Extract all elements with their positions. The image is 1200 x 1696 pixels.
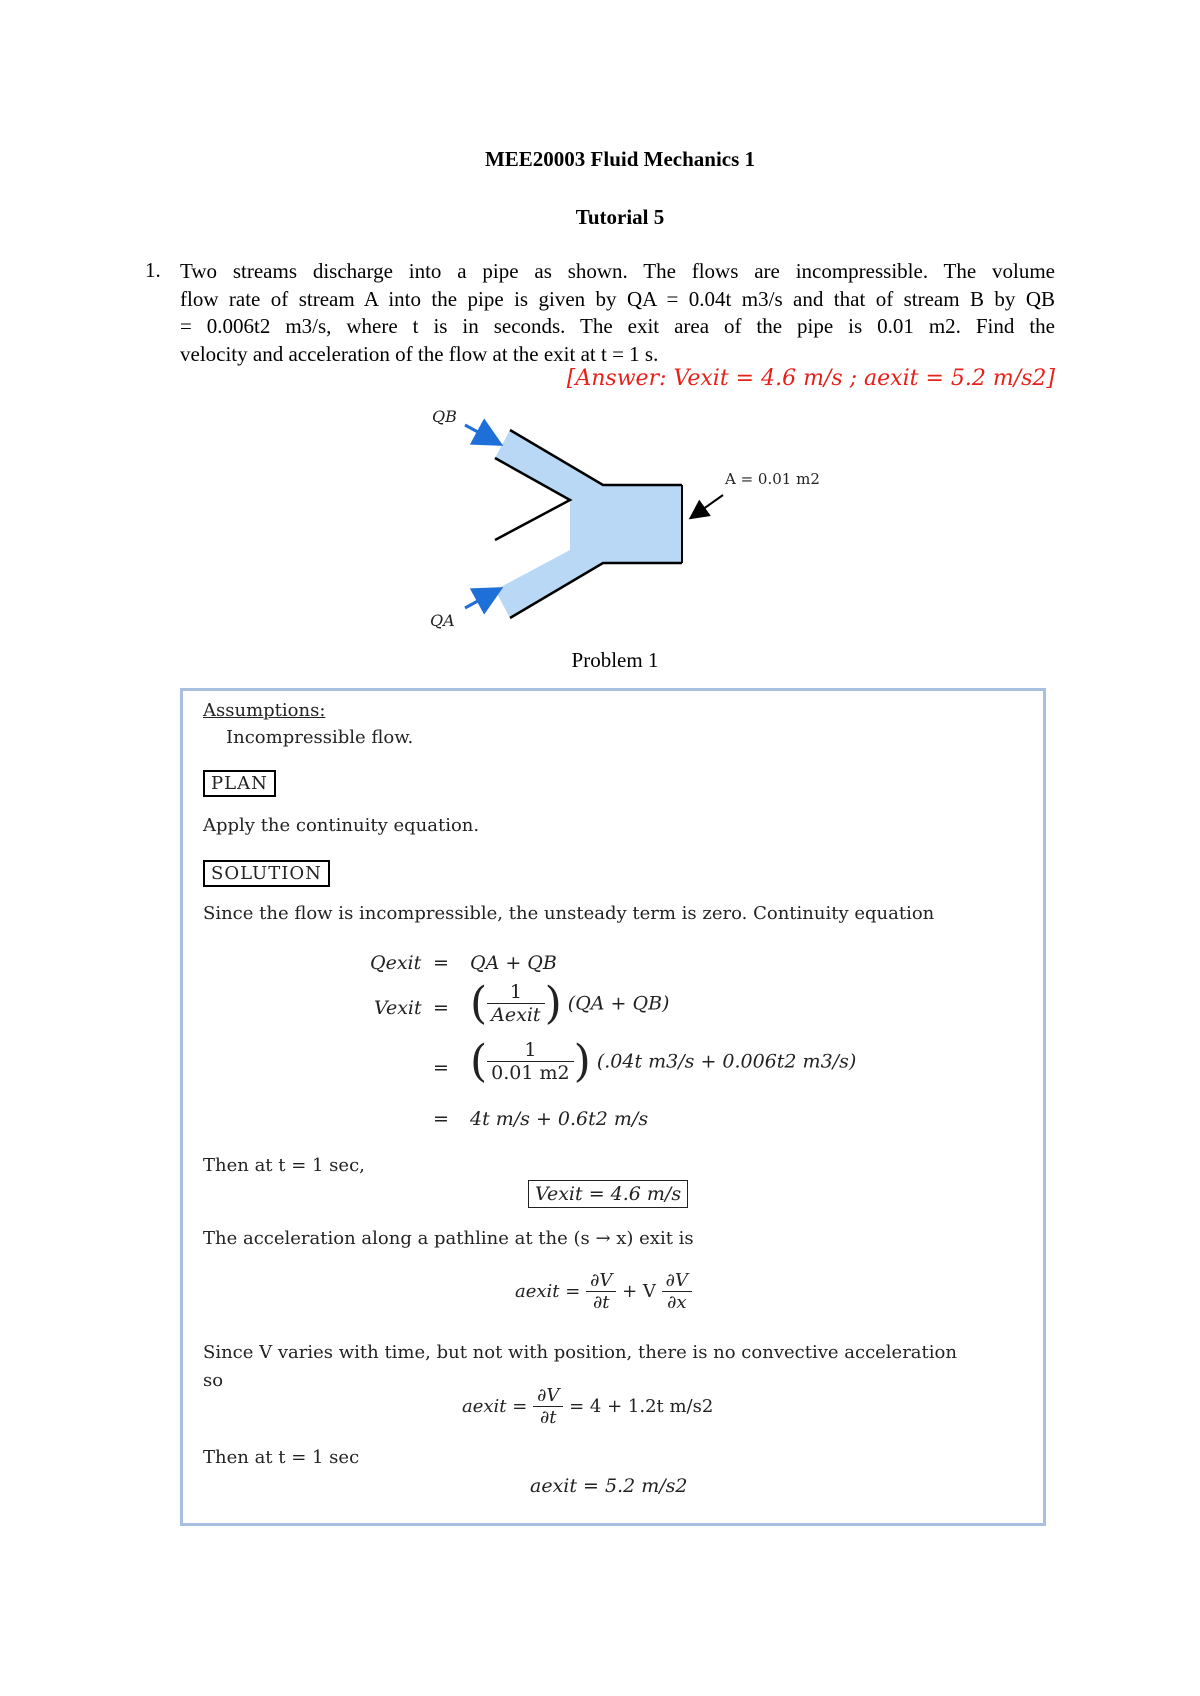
- label-area: A = 0.01 m2: [725, 470, 820, 488]
- assumptions-heading: Assumptions:: [203, 700, 326, 721]
- area-arrow: [692, 495, 723, 517]
- solution-intro: Since the flow is incompressible, the unsteady term is zero. Continuity equation: [203, 903, 935, 924]
- qa-arrow: [465, 590, 498, 608]
- problem-text: [180, 258, 1055, 368]
- problem-number: 1.: [145, 258, 161, 282]
- answer-text: [Answer: Vexit = 4.6 m/s ; aexit = 5.2 m/s2]: [566, 366, 1055, 391]
- eq1-lhs: Qexit: [370, 952, 422, 974]
- eq4-rhs: 4t m/s + 0.6t2 m/s: [470, 1108, 649, 1130]
- label-qa: QA: [430, 611, 455, 630]
- assumptions-text: Incompressible flow.: [226, 727, 414, 748]
- plan-heading: PLAN: [203, 770, 276, 797]
- eq1-equals: =: [433, 952, 449, 974]
- qb-arrow: [465, 425, 498, 443]
- vexit-result: Vexit = 4.6 m/s: [528, 1180, 688, 1208]
- plan-text: Apply the continuity equation.: [203, 815, 480, 836]
- convective-text-1: Since V varies with time, but not with position, there is no convective acceleration: [203, 1342, 957, 1363]
- eq2-rhs: ( $\frac{1}{\text{Aexit}}$ ) (QA + QB): [470, 978, 670, 1029]
- course-title: MEE20003 Fluid Mechanics 1: [484, 147, 756, 171]
- acceleration-equation: aexit = $\frac{\partial V}{\partial t}$ + V $\frac{\partial V}{\partial x}$: [515, 1270, 692, 1313]
- eq3-rhs: ( $\frac{1}{0.01 m2}$ ) (.04t m3/s + 0.006t2 m3/s): [470, 1036, 857, 1087]
- eq2-lhs: Vexit: [374, 997, 422, 1019]
- aexit-result: aexit = 5.2 m/s2: [530, 1475, 688, 1497]
- eq1-rhs: QA + QB: [470, 952, 557, 974]
- then-t1-text: Then at t = 1 sec,: [203, 1155, 365, 1176]
- solution-heading: SOLUTION: [203, 860, 330, 887]
- eq4-equals: =: [433, 1108, 449, 1130]
- then-t1-text-b: Then at t = 1 sec: [203, 1447, 360, 1468]
- acceleration-equation-2: aexit = $\frac{\partial V}{\partial t}$ = 4 + 1.2t m/s2: [462, 1385, 714, 1428]
- label-qb: QB: [432, 407, 457, 426]
- figure-caption: Problem 1: [571, 648, 659, 672]
- eq2-equals: =: [433, 997, 449, 1019]
- pipe-junction-figure: [420, 400, 840, 640]
- convective-text-2: so: [203, 1370, 224, 1391]
- problem-line-4: velocity and acceleration of the flow at the exit at t = 1 s.: [180, 341, 659, 366]
- problem-line-1: Two streams discharge into a pipe as shown. The flows are incompressible. The volume: [180, 259, 1055, 283]
- eq3-equals: =: [433, 1057, 449, 1079]
- tutorial-title: Tutorial 5: [575, 205, 665, 229]
- acceleration-intro: The acceleration along a pathline at the (s → x) exit is: [203, 1228, 694, 1249]
- problem-line-3: = 0.006t2 m3/s, where t is in seconds. The exit area of the pipe is 0.01 m2. Find the: [180, 314, 1055, 338]
- problem-line-2: flow rate of stream A into the pipe is given by QA = 0.04t m3/s and that of stream B by QB: [180, 286, 1055, 311]
